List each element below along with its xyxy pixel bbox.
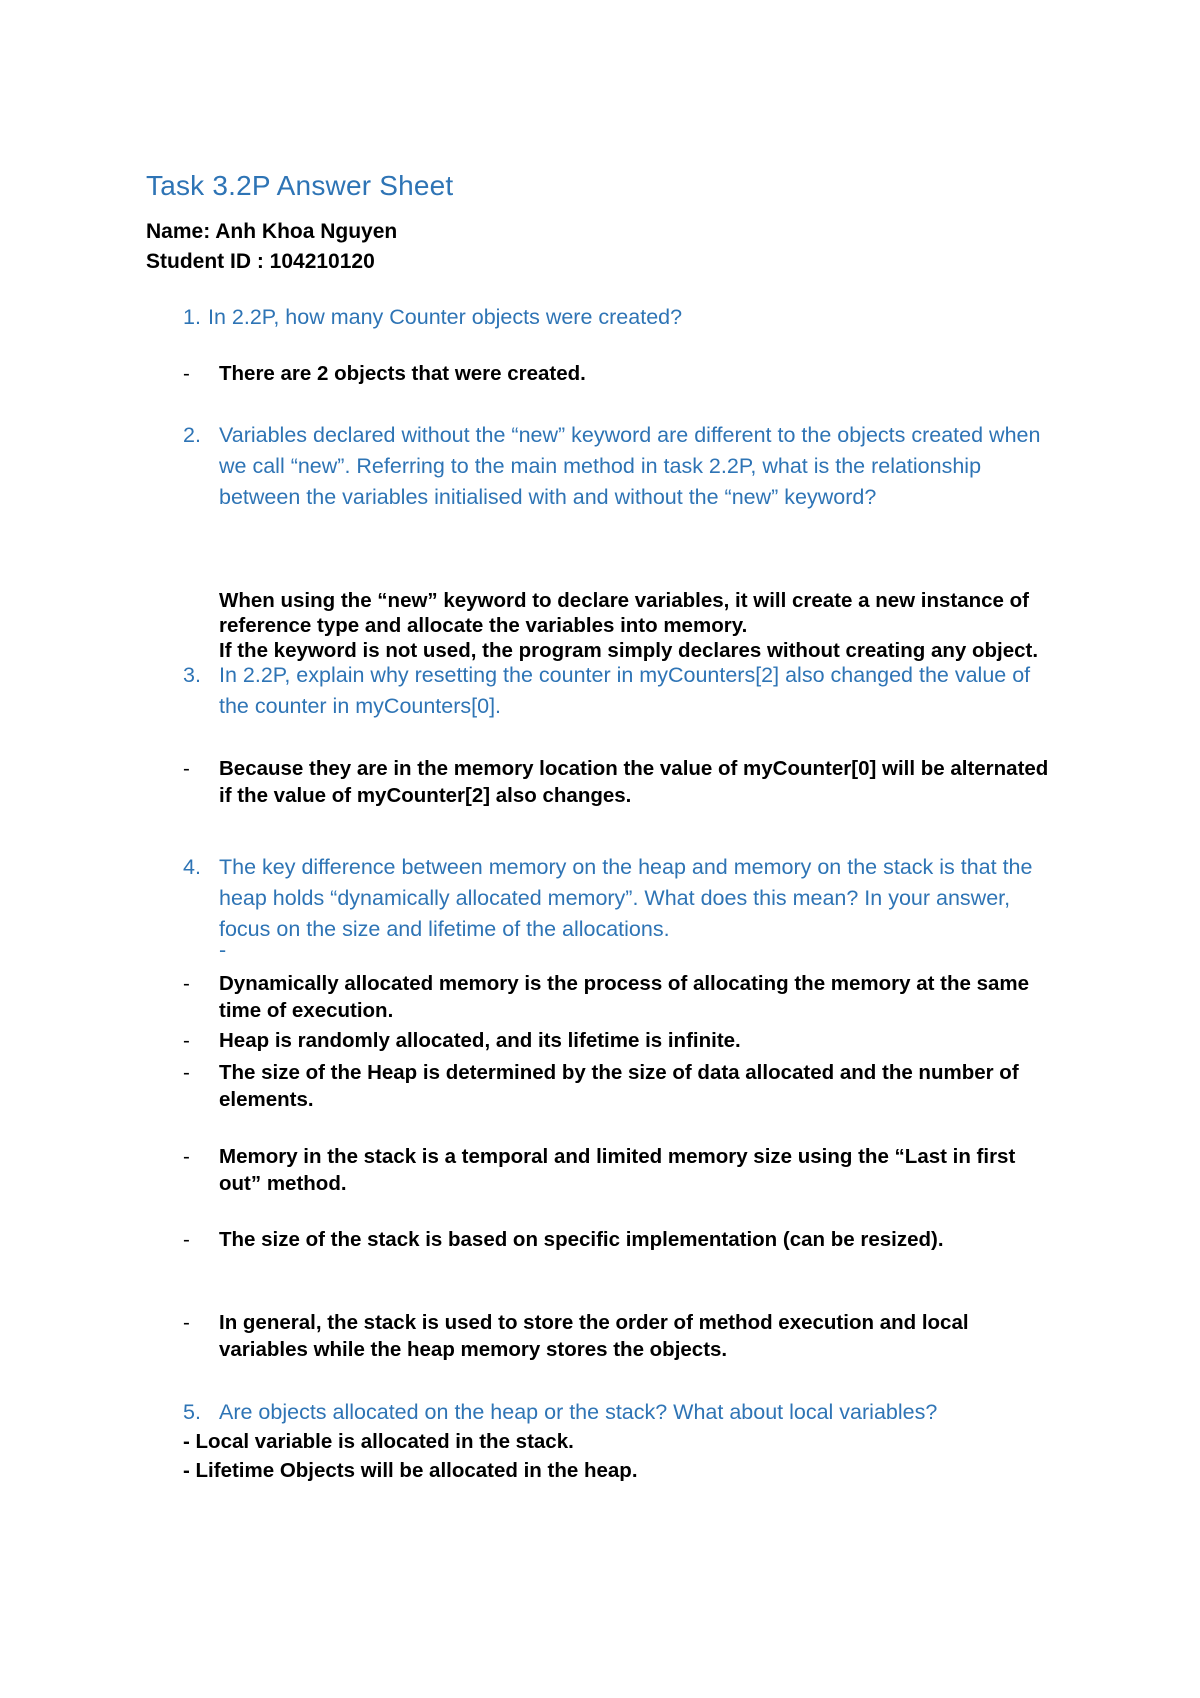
answer-text: Dynamically allocated memory is the process of allocating the memory at the same time of execution. <box>219 972 1030 1022</box>
question-number: 3. <box>183 663 201 687</box>
bullet-dash: - <box>183 1228 190 1251</box>
answer-5-item-1: - Local variable is allocated in the stack. <box>183 1430 574 1453</box>
answer-2-line-2: If the keyword is not used, the program simply declares without creating any object. <box>219 639 1039 662</box>
student-name: Name: Anh Khoa Nguyen <box>146 220 398 243</box>
answer-text: In general, the stack is used to store the order of method execution and local variables while the heap memory stores the objects. <box>219 1311 969 1361</box>
bullet-dash: - <box>183 362 190 385</box>
question-5 <box>183 1397 1063 1428</box>
answer-4-item-4 <box>183 1143 1063 1197</box>
answer-text: The size of the Heap is determined by the size of data allocated and the number of elements. <box>219 1061 1019 1111</box>
question-1 <box>183 302 1063 333</box>
student-id: Student ID : 104210120 <box>146 250 375 273</box>
question-4 <box>183 852 1063 945</box>
question-text: The key difference between memory on the heap and memory on the stack is that the heap holds “dynamically allocated memory”. What does this mean? In your answer, focus on the size and lifetime of the allocations. <box>219 855 1033 941</box>
answer-text: Heap is randomly allocated, and its lifetime is infinite. <box>219 1029 741 1052</box>
bullet-dash: - <box>183 1311 190 1334</box>
answer-1 <box>183 360 1063 387</box>
answer-text: Memory in the stack is a temporal and limited memory size using the “Last in first out” method. <box>219 1145 1016 1195</box>
question-2 <box>183 420 1063 513</box>
question-3 <box>183 660 1063 722</box>
bullet-dash: - <box>183 1029 190 1052</box>
question-text: In 2.2P, how many Counter objects were created? <box>208 305 683 329</box>
dash-text: - <box>219 938 227 962</box>
answer-4-item-2 <box>183 1027 1063 1054</box>
question-number: 5. <box>183 1400 201 1424</box>
bullet-dash: - <box>183 757 190 780</box>
empty-answer-dash <box>183 935 1063 966</box>
bullet-dash: - <box>183 1061 190 1084</box>
question-text: Variables declared without the “new” keyword are different to the objects created when we call “new”. Referring to the main method in task 2.2P, what is the relationship between the variables initialised with and without the “new” keyword? <box>219 423 1041 509</box>
answer-4-item-3 <box>183 1059 1063 1113</box>
question-text: Are objects allocated on the heap or the stack? What about local variables? <box>219 1400 938 1424</box>
question-number: 4. <box>183 855 201 879</box>
answer-text: There are 2 objects that were created. <box>219 362 586 385</box>
answer-text: The size of the stack is based on specific implementation (can be resized). <box>219 1228 944 1251</box>
bullet-dash: - <box>183 972 190 995</box>
answer-4-item-1 <box>183 970 1063 1024</box>
question-text: In 2.2P, explain why resetting the counter in myCounters[2] also changed the value of the counter in myCounters[0]. <box>219 663 1031 718</box>
bullet-dash: - <box>183 1145 190 1168</box>
answer-2-line-1: When using the “new” keyword to declare variables, it will create a new instance of reference type and allocate the variables into memory. <box>219 589 1029 637</box>
document-title: Task 3.2P Answer Sheet <box>146 170 454 201</box>
answer-4-item-5 <box>183 1226 1063 1253</box>
answer-text: Because they are in the memory location the value of myCounter[0] will be alternated if the value of myCounter[2] also changes. <box>219 757 1049 807</box>
question-number: 1. <box>183 305 201 329</box>
answer-3 <box>183 755 1063 809</box>
answer-4-item-6 <box>183 1309 1063 1363</box>
answer-5-item-2: - Lifetime Objects will be allocated in the heap. <box>183 1459 638 1482</box>
question-number: 2. <box>183 423 201 447</box>
